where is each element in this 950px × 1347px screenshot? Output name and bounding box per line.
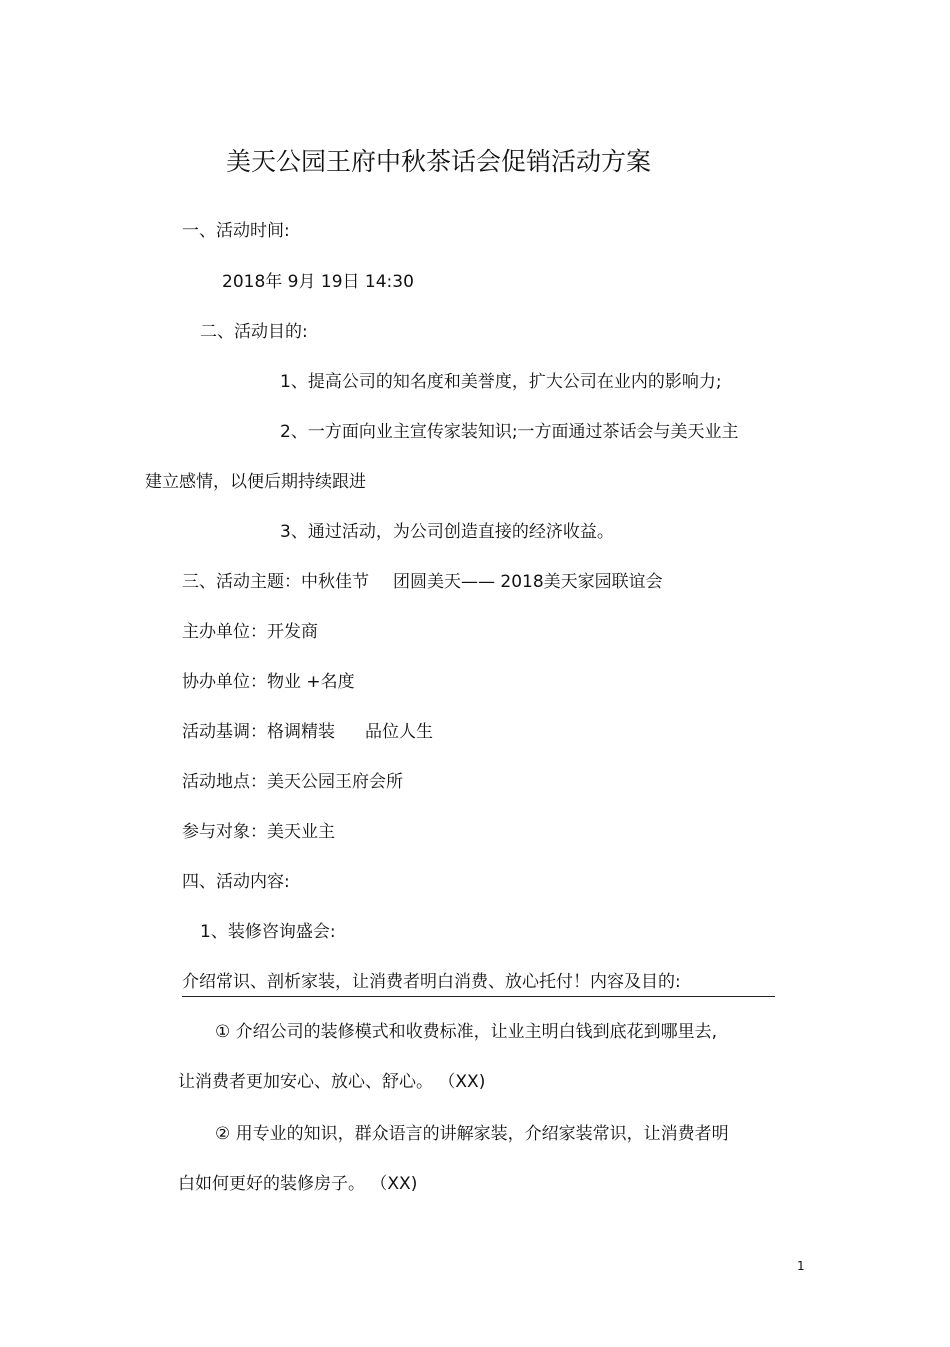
content-point-1-line-2: 让消费者更加安心、放心、舒心。 （XX) [178, 1072, 486, 1092]
event-audience: 参与对象：美天业主 [182, 822, 335, 842]
event-time: 2018年 9月 19日 14:30 [222, 272, 414, 292]
document-title: 美天公园王府中秋茶话会促销活动方案 [226, 147, 652, 176]
theme-label: 三、活动主题：中秋佳节 [182, 572, 369, 592]
content-intro-underlined: 介绍常识、剖析家装，让消费者明白消费、放心托付！内容及目的: [182, 970, 775, 997]
host-unit: 主办单位：开发商 [182, 622, 318, 642]
content-point-1-line-1: ① 介绍公司的装修模式和收费标准，让业主明白钱到底花到哪里去, [215, 1022, 718, 1042]
purpose-item-3: 3、通过活动，为公司创造直接的经济收益。 [280, 522, 614, 542]
section-1-heading: 一、活动时间: [182, 221, 290, 241]
tone-label: 活动基调：格调精装 [182, 722, 335, 742]
content-point-2-line-2: 白如何更好的装修房子。 （XX) [178, 1174, 418, 1194]
purpose-item-2-line-1: 2、一方面向业主宣传家装知识;一方面通过茶话会与美天业主 [280, 422, 739, 442]
theme-title: 团圆美天—— 2018美天家园联谊会 [393, 572, 663, 592]
event-tone [182, 720, 433, 744]
tone-value: 品位人生 [365, 722, 433, 742]
section-3-heading [182, 570, 663, 594]
co-host-unit: 协办单位：物业 +名度 [182, 672, 355, 692]
page-number: 1 [797, 1259, 805, 1273]
content-subheading-1: 1、装修咨询盛会: [200, 922, 336, 942]
event-location: 活动地点：美天公园王府会所 [182, 772, 403, 792]
purpose-item-2-line-2: 建立感情，以便后期持续跟进 [145, 472, 366, 492]
section-4-heading: 四、活动内容: [182, 872, 290, 892]
purpose-item-1: 1、提高公司的知名度和美誉度，扩大公司在业内的影响力; [280, 372, 722, 392]
content-point-2-line-1: ② 用专业的知识，群众语言的讲解家装，介绍家装常识，让消费者明 [215, 1124, 729, 1144]
section-2-heading: 二、活动目的: [200, 322, 308, 342]
